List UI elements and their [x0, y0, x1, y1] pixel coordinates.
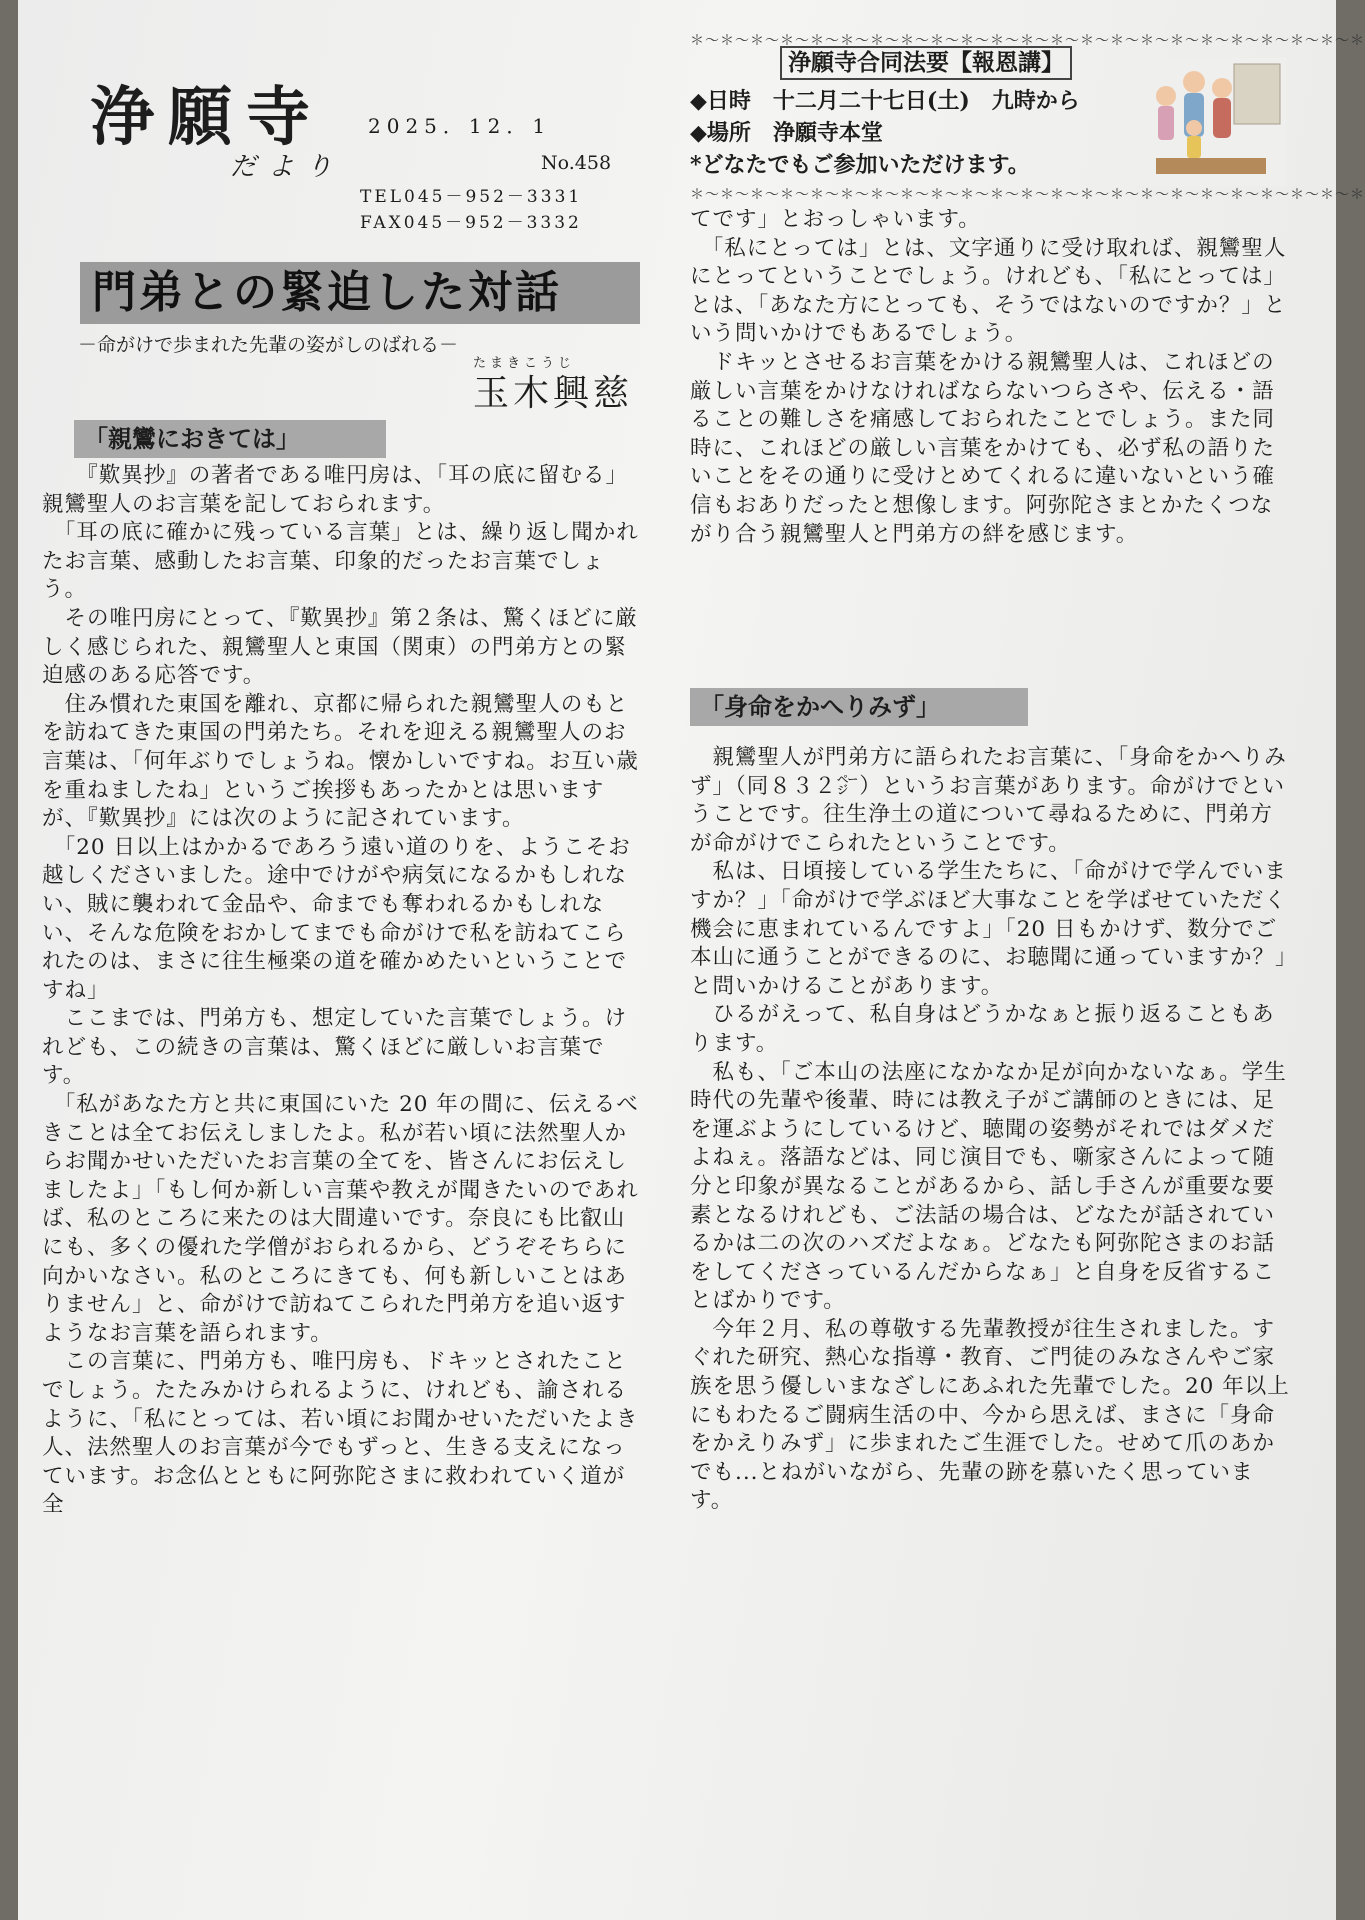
- section-1-body: [42, 462, 640, 1520]
- paragraph: 「私があなた方と共に東国にいた 20 年の間に、伝えるべきことは全てお伝えしましたよ。私が若い頃に法然聖人からお聞かせいただいたお言葉の全てを、皆さんにお伝えしましたよ」「もし何か新しい言葉や教えが聞きたいのであれば、私のところに来たのは大間違いです。奈良にも比叡山にも、多くの優れた学僧がおられるから、どうぞそちらに向かいなさい。私のところにきても、何も新しいことはありません」と、命がけで訪ねてこられた門弟方を追い返すようなお言葉を語られます。: [42, 1092, 639, 1346]
- family-illustration-icon: [1136, 58, 1286, 186]
- paragraph: ドキッとさせるお言葉をかける親鸞聖人は、これほどの厳しい言葉をかけなければならないつらさや、伝える・語ることの難しさを痛感しておられたことでしょう。また同時に、これほどの厳しい言葉をかけても、必ず私の語りたいことをその通りに受けとめてくれるに違いないという確信もおありだったと想像します。阿弥陀さまとかたくつながり合う親鸞聖人と門弟方の絆を感じます。: [690, 349, 1276, 547]
- article-headline: 門弟との緊迫した対話: [80, 262, 640, 324]
- section-2-body: [690, 744, 1290, 1516]
- paragraph: 私は、日頃接している学生たちに、「命がけで学んでいますか？」「命がけで学ぶほど大事なことを学ばせていただく機会に恵まれているんですよ」「20 日もかけず、数分でご本山に通うことができるのに、お聴聞に通っていますか？」と問いかけることがあります。: [690, 859, 1287, 999]
- notice-title: 浄願寺合同法要【報恩講】: [780, 46, 1072, 80]
- section-heading-1: 「親鸞におきては」: [74, 420, 386, 458]
- paragraph: 「20 日以上はかかるであろう遠い道のりを、ようこそお越しくださいました。途中でけがや病気になるかもしれない、賊に襲われて金品や、命までも奪われるかもしれない、そんな危険をおかしてまでも命がけで私を訪ねてこられたのは、まさに往生極楽の道を確かめたいということですね」: [42, 834, 631, 1003]
- paragraph: 『歎異抄』の著者である唯円房は、「耳の底に留むる」親鸞聖人のお言葉を記しておられます。: [42, 463, 629, 517]
- author-name: 玉木興慈: [473, 373, 634, 414]
- masthead-title: 浄願寺: [90, 80, 324, 155]
- fax-number: FAX045－952－3332: [360, 213, 582, 233]
- section-1-continued: [690, 206, 1290, 549]
- paragraph: この言葉に、門弟方も、唯円房も、ドキッとされたことでしょう。たたみかけられるように、けれども、諭されるように、「私にとっては、若い頃にお聞かせいただいたよき人、法然聖人のお言葉が今でもずっと、生きる支えになっています。お念仏とともに阿弥陀さまに救われていく道が全: [42, 1349, 639, 1518]
- phone-number: TEL045－952－3331: [360, 187, 583, 207]
- paragraph: その唯円房にとって、『歎異抄』第２条は、驚くほどに厳しく感じられた、親鸞聖人と東国（関東）の門弟方との緊迫感のある応答です。: [42, 605, 638, 689]
- notice-note: *どなたでもご参加いただけます。: [690, 152, 1030, 178]
- paragraph: ここまでは、門弟方も、想定していた言葉でしょう。けれども、この続きの言葉は、驚くほどに厳しいお言葉です。: [42, 1006, 628, 1089]
- article-subtitle: －命がけで歩まれた先輩の姿がしのばれる－: [78, 334, 459, 356]
- newsletter-page: [18, 0, 1365, 1920]
- paragraph: 私も、「ご本山の法座になかなか足が向かないなぁ。学生時代の先輩や後輩、時には教え子がご講師のときには、足を運ぶようにしているけど、聴聞の姿勢がそれではダメだよねぇ。落語などは、同じ演目でも、噺家さんによって随分と印象が異なることがあるから、話し手さんが重要な要素となるけれども、ご法話の場合は、どなたが話されているかは二の次のハズだよなぁ。どなたも阿弥陀さまのお話をしてくださっているんだからなぁ」と自身を反省することばかりです。: [690, 1059, 1287, 1314]
- paragraph: 親鸞聖人が門弟方に語られたお言葉に、「身命をかへりみず」（同８３２㌻）というお言葉があります。命がけでということです。往生浄土の道について尋ねるために、門弟方が命がけでこられたということです。: [690, 745, 1287, 856]
- masthead-subtitle: だより: [230, 152, 345, 182]
- paragraph: 住み慣れた東国を離れ、京都に帰られた親鸞聖人のもとを訪ねてきた東国の門弟たち。それを迎える親鸞聖人のお言葉は、「何年ぶりでしょうね。懐かしいですね。お互い歳を重ねましたね」というご挨拶もあったかとは思いますが、『歎異抄』には次のように記されています。: [42, 691, 639, 832]
- paragraph: 今年２月、私の尊敬する先輩教授が往生されました。すぐれた研究、熱心な指導・教育、ご門徒のみなさんやご家族を思う優しいまなざしにあふれた先輩でした。20 年以上にもわたるご闘病生活の中、今から思えば、まさに「身命をかえりみず」に歩まれたご生涯でした。せめて爪のあかでも...とねがいながら、先輩の跡を慕いたく思っています。: [690, 1316, 1290, 1514]
- author-furigana: たまきこうじ: [473, 356, 576, 371]
- section-heading-2: 「身命をかへりみず」: [690, 688, 1028, 726]
- paragraph: 「耳の底に確かに残っている言葉」とは、繰り返し聞かれたお言葉、感動したお言葉、印象的だったお言葉でしょう。: [42, 520, 639, 603]
- paragraph: てです」とおっしゃいます。: [690, 207, 981, 232]
- notice-place: ◆場所 浄願寺本堂: [690, 120, 883, 146]
- issue-number: No.458: [541, 152, 612, 174]
- issue-date: 2025．12．1: [368, 114, 552, 138]
- paragraph: ひるがえって、私自身はどうかなぁと振り返ることもあります。: [690, 1002, 1275, 1056]
- paragraph: 「私にとっては」とは、文字通りに受け取れば、親鸞聖人にとってということでしょう。けれども、「私にとっては」とは、「あなた方にとっても、そうではないのですか？」という問いかけでもあるでしょう。: [690, 235, 1287, 347]
- notice-border-top: ＊～＊～＊～＊～＊～＊～＊～＊～＊～＊～＊～＊～＊～＊～＊～＊～＊～＊～＊～＊～＊～＊～＊: [690, 33, 1365, 49]
- notice-date: ◆日時 十二月二十七日(土) 九時から: [690, 88, 1080, 114]
- notice-border-bottom: ＊～＊～＊～＊～＊～＊～＊～＊～＊～＊～＊～＊～＊～＊～＊～＊～＊～＊～＊～＊～＊～＊～＊: [690, 187, 1365, 203]
